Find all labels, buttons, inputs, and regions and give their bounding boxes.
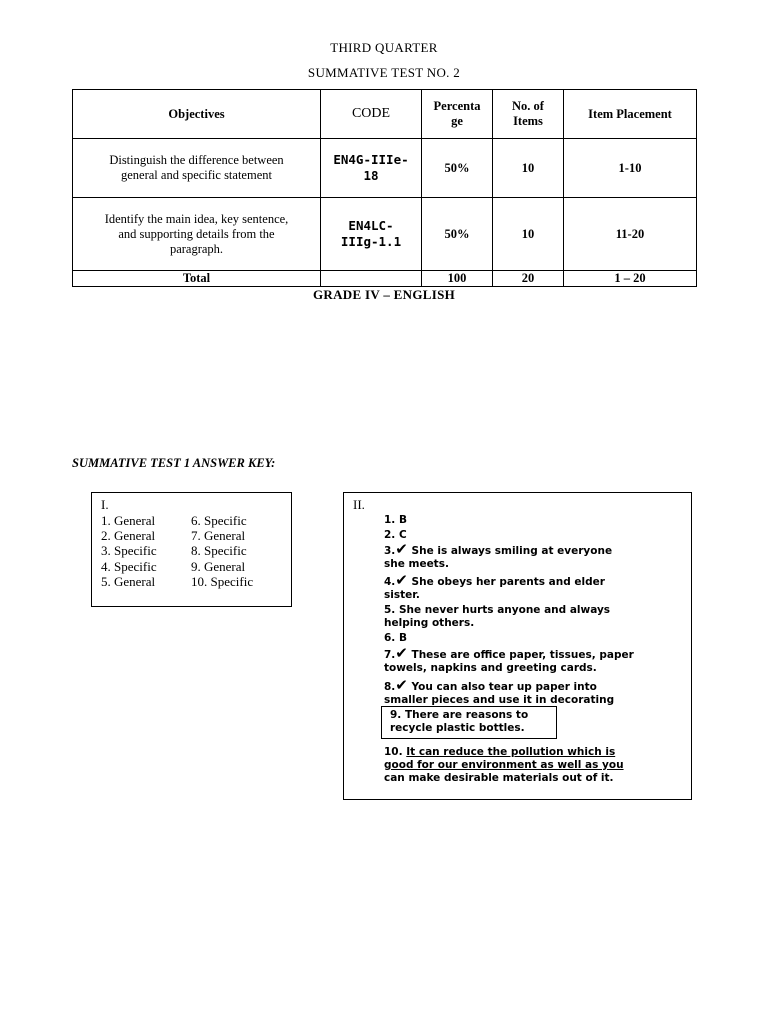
part2-label: II.: [353, 497, 365, 512]
total-items: 20: [493, 271, 564, 287]
header-items-line1: No. of: [512, 99, 544, 113]
total-code: [321, 271, 422, 287]
answer-number: 7.: [384, 649, 396, 661]
header-objectives: Objectives: [73, 90, 321, 139]
header-code: CODE: [321, 90, 422, 139]
header-percentage-line1: Percenta: [433, 99, 481, 113]
table-row: [73, 198, 697, 271]
answer-number: 4.: [384, 576, 396, 588]
answer-line: recycle plastic bottles.: [390, 722, 525, 734]
answer-item: 8. Specific: [191, 543, 247, 559]
answer-item: 7. General: [191, 528, 246, 544]
table-header-row: [73, 90, 697, 139]
answer-item: 6. Specific: [191, 513, 247, 528]
answer-line: smaller pieces and use it in decorating: [384, 694, 615, 706]
answer-item: 3. Specific: [101, 543, 157, 559]
answer-line: helping others.: [384, 617, 475, 629]
header-items-line2: Items: [513, 114, 543, 128]
answer-number: 8.: [384, 681, 396, 693]
percentage-cell: 50%: [422, 198, 493, 271]
objective-cell: [73, 139, 321, 198]
answer-box-part1: [91, 492, 292, 607]
code-line: EN4LC-: [348, 218, 394, 233]
answer-item: 9. General: [191, 558, 246, 574]
answer-3: [384, 540, 684, 571]
header-placement: Item Placement: [564, 90, 697, 139]
answer-number: 3.: [384, 545, 396, 557]
answer-line: She is always smiling at everyone: [411, 545, 613, 557]
header-percentage: [422, 90, 493, 139]
answer-line: sister.: [384, 589, 420, 601]
test-title: SUMMATIVE TEST NO. 2: [307, 65, 461, 80]
total-placement: 1 – 20: [564, 271, 697, 287]
part1-label: I.: [101, 497, 109, 512]
code-line: 18: [363, 168, 379, 183]
answer-line: can make desirable materials out of it.: [384, 772, 614, 784]
objective-line: paragraph.: [169, 241, 224, 256]
checkmark-icon: ✔: [395, 676, 408, 694]
code-cell: [321, 139, 422, 198]
answer-item: 5. General: [101, 573, 156, 589]
objective-line: Distinguish the difference between: [109, 153, 284, 167]
answer-number: 10.: [384, 746, 403, 758]
quarter-title: THIRD QUARTER: [330, 40, 438, 55]
answer-line: 9. There are reasons to: [390, 709, 529, 721]
answer-1: 1. B: [384, 514, 407, 526]
total-label: Total: [73, 271, 321, 287]
answer-line: She obeys her parents and elder: [411, 576, 605, 588]
answer-line: You can also tear up paper into: [411, 681, 597, 693]
part1-right-column: [191, 513, 253, 589]
part1-left-column: [101, 513, 157, 589]
objective-line: general and specific statement: [121, 168, 272, 182]
answer-9-box: [381, 706, 557, 739]
answer-item: 10. Specific: [191, 573, 254, 589]
answer-item: 2. General: [101, 528, 156, 544]
answer-4: [384, 571, 684, 602]
items-cell: 10: [493, 198, 564, 271]
checkmark-icon: ✔: [395, 644, 408, 662]
answer-7: [384, 644, 684, 675]
percentage-cell: 50%: [422, 139, 493, 198]
header-percentage-line2: ge: [451, 114, 463, 128]
answer-5: [384, 604, 684, 630]
answer-item: 4. Specific: [101, 558, 157, 574]
answer-line: she meets.: [384, 558, 449, 570]
answer-line: good for our environment as well as you: [384, 759, 624, 771]
objectives-table: [72, 89, 697, 287]
placement-cell: 1-10: [564, 139, 697, 198]
code-cell: [321, 198, 422, 271]
answer-8: [384, 676, 684, 707]
code-line: EN4G-IIIe-: [333, 152, 409, 167]
answer-line: It can reduce the pollution which is: [406, 746, 616, 758]
code-line: IIIg-1.1: [340, 234, 402, 249]
grade-title: GRADE IV – ENGLISH: [312, 287, 456, 302]
objective-line: and supporting details from the: [118, 226, 275, 241]
header-items: [493, 90, 564, 139]
answer-line: 5. She never hurts anyone and always: [384, 604, 611, 616]
total-row: [73, 271, 697, 287]
answer-key-heading: SUMMATIVE TEST 1 ANSWER KEY:: [72, 456, 276, 470]
items-cell: 10: [493, 139, 564, 198]
answer-box-part2: [343, 492, 692, 800]
total-percentage: 100: [422, 271, 493, 287]
answer-10: [384, 746, 684, 785]
objective-cell: [73, 198, 321, 271]
answer-item: 1. General: [101, 513, 156, 528]
table-row: [73, 139, 697, 198]
answer-6: 6. B: [384, 632, 407, 644]
objective-line: Identify the main idea, key sentence,: [104, 211, 289, 226]
placement-cell: 11-20: [564, 198, 697, 271]
answer-2: 2. C: [384, 529, 407, 541]
checkmark-icon: ✔: [395, 540, 408, 558]
answer-line: These are office paper, tissues, paper: [411, 649, 634, 661]
answer-line: towels, napkins and greeting cards.: [384, 662, 597, 674]
checkmark-icon: ✔: [395, 571, 408, 589]
